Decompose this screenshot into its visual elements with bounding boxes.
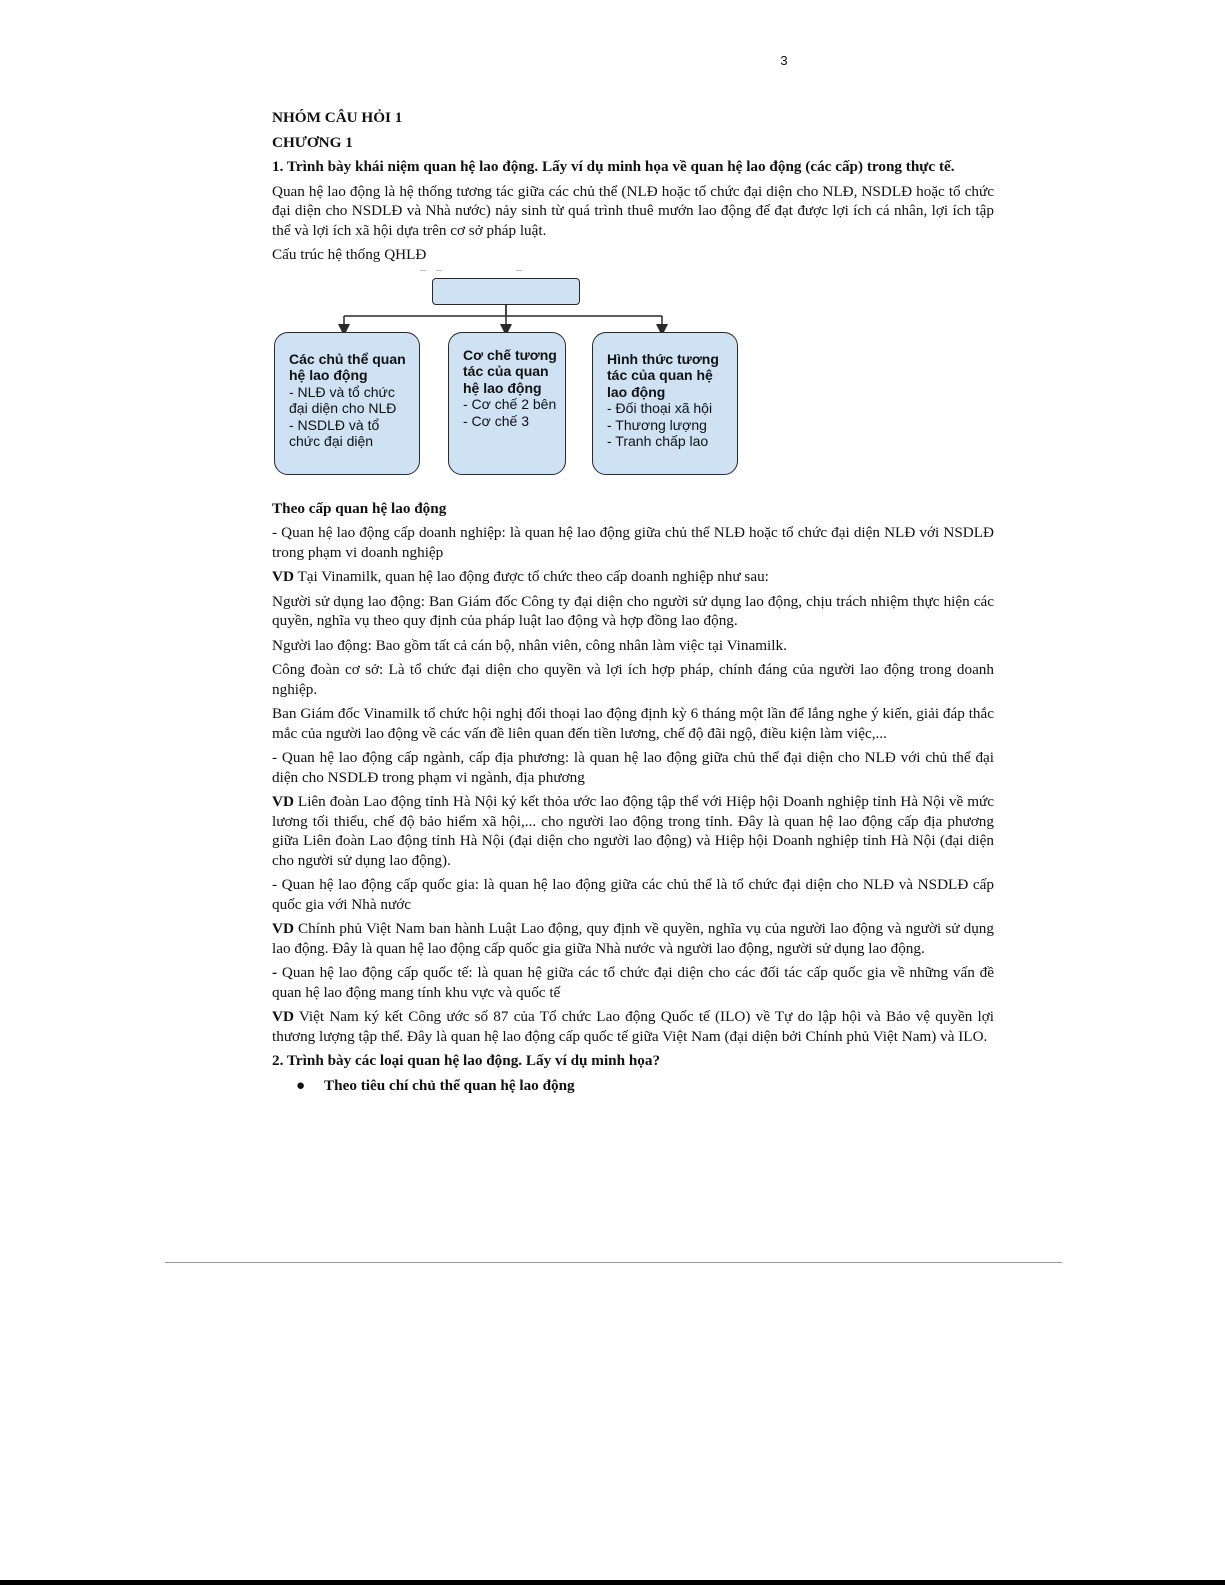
forms-box-title: Hình thức tương tác của quan hệ lao động [607,350,719,400]
subjects-box-line: - NSDLĐ và tổ chức đại diện [289,416,380,449]
qhld-structure-diagram [272,270,994,495]
employer-paragraph: Người sử dụng lao động: Ban Giám đốc Công ty đại diện cho người sử dụng lao động, chịu trách nhiệm thực hiện các quyền, nghĩa vụ theo quy định của pháp luật lao động và hợp đồng lao động. [272,592,994,629]
faint-mark [420,270,426,271]
forms-box [592,332,738,475]
sector-level: - Quan hệ lao động cấp ngành, cấp địa phương: là quan hệ lao động giữa chủ thể đại diện cho NLĐ với chủ thể đại diện cho NSDLĐ trong phạm vi ngành, địa phương [272,749,994,786]
document-body [272,108,994,1095]
forms-box-line: - Đối thoại xã hội [607,400,713,416]
subjects-box [274,332,420,475]
vd-label: VD [272,1008,294,1025]
union-paragraph: Công đoàn cơ sở: Là tổ chức đại diện cho quyền và lợi ích hợp pháp, chính đáng của người lao động trong doanh nghiệp. [272,661,994,698]
vd-label: VD [272,793,294,810]
sector-example-text: Liên đoàn Lao động tỉnh Hà Nội ký kết thỏa ước lao động tập thể với Hiệp hội Doanh nghiệp tỉnh Hà Nội về mức lương tối thiểu, chế độ bảo hiểm xã hội,... cho người lao động trong tỉnh. Đây là quan hệ lao động cấp địa phương giữa Liên đoàn Lao động tỉnh Hà Nội (đại diện cho người lao động) và Hiệp hội Doanh nghiệp tỉnh Hà Nội (đại diện cho người sử dụng lao động). [272,793,994,869]
faint-mark [436,270,442,271]
national-example-text: Chính phủ Việt Nam ban hành Luật Lao động, quy định về quyền, nghĩa vụ của người lao động và người sử dụng lao động. Đây là quan hệ lao động cấp quốc gia giữa Nhà nước và người lao động, người sử dụng lao động. [272,920,994,957]
bullet-text: Theo tiêu chí chủ thể quan hệ lao động [324,1076,575,1094]
international-example-text: Việt Nam ký kết Công ước số 87 của Tổ chức Lao động Quốc tế (ILO) về Tự do lập hội và Bảo vệ quyền lợi thương lượng tập thể. Đây là quan hệ lao động cấp quốc tế giữa Việt Nam (đại diện bởi Chính phủ Việt Nam) và ILO. [272,1008,994,1045]
group-title: NHÓM CÂU HỎI 1 [272,109,403,126]
mechanism-box [448,332,566,475]
diagram-root-box [432,278,580,305]
national-level: - Quan hệ lao động cấp quốc gia: là quan hệ lao động giữa các chủ thể là tổ chức đại diện cho NLĐ và NSDLĐ cấp quốc gia với Nhà nước [272,876,994,913]
subjects-box-title: Các chủ thể quan hệ lao động [289,350,406,383]
forms-box-line: - Tranh chấp lao [607,433,709,449]
mechanism-box-line: - Cơ chế 2 bên [463,396,557,412]
question-2: 2. Trình bày các loại quan hệ lao động. Lấy ví dụ minh họa? [272,1052,661,1069]
question-1: 1. Trình bày khái niệm quan hệ lao động. Lấy ví dụ minh họa về quan hệ lao động (các cấp) trong thực tế. [272,158,955,175]
level-heading: Theo cấp quan hệ lao động [272,499,447,517]
bullet-item [296,1076,994,1096]
vd-label: VD [272,920,294,937]
enterprise-level: - Quan hệ lao động cấp doanh nghiệp: là quan hệ lao động giữa chủ thể NLĐ hoặc tổ chức đại diện NLĐ với NSDLĐ trong phạm vi doanh nghiệp [272,524,994,561]
mechanism-box-title: Cơ chế tương tác của quan hệ lao động [463,346,557,396]
dialogue-paragraph: Ban Giám đốc Vinamilk tổ chức hội nghị đối thoại lao động định kỳ 6 tháng một lần để lắng nghe ý kiến, giải đáp thắc mắc của người lao động về các vấn đề liên quan đến tiền lương, chế độ đãi ngộ, điều kiện làm việc,... [272,705,994,742]
employee-paragraph: Người lao động: Bao gồm tất cả cán bộ, nhân viên, công nhân làm việc tại Vinamilk. [272,636,787,654]
page-divider [165,1262,1062,1263]
international-level-text: Quan hệ lao động cấp quốc tế: là quan hệ giữa các tổ chức đại diện cho các đối tác cấp quốc gia về những vấn đề quan hệ lao động mang tính khu vực và quốc tế [272,964,994,1001]
definition-paragraph: Quan hệ lao động là hệ thống tương tác giữa các chủ thể (NLĐ hoặc tổ chức đại diện cho NLĐ, NSDLĐ hoặc tổ chức đại diện cho NSDLĐ và Nhà nước) nảy sinh từ quá trình thuê mướn lao động để đạt được lợi ích cá nhân, lợi ích tập thể và lợi ích xã hội dựa trên cơ sở pháp luật. [272,182,994,239]
forms-box-line: - Thương lượng [607,416,707,433]
bullet-dot: ● [296,1076,306,1094]
subjects-box-line: - NLĐ và tổ chức đại diện cho NLĐ [289,383,397,416]
international-dash: - [272,964,278,981]
vd-label: VD [272,568,294,585]
international-example [272,1007,994,1046]
page-bottom-edge [0,1580,1225,1585]
faint-mark [516,270,522,271]
structure-label: Cấu trúc hệ thống QHLĐ [272,246,427,263]
national-example [272,919,994,958]
enterprise-example-text: Tại Vinamilk, quan hệ lao động được tổ chức theo cấp doanh nghiệp như sau: [293,568,769,585]
mechanism-box-line: - Cơ chế 3 [463,412,529,429]
page-number: 3 [780,53,788,68]
international-level [272,963,994,1002]
chapter-title: CHƯƠNG 1 [272,133,353,151]
sector-example [272,792,994,870]
enterprise-example [272,567,994,587]
